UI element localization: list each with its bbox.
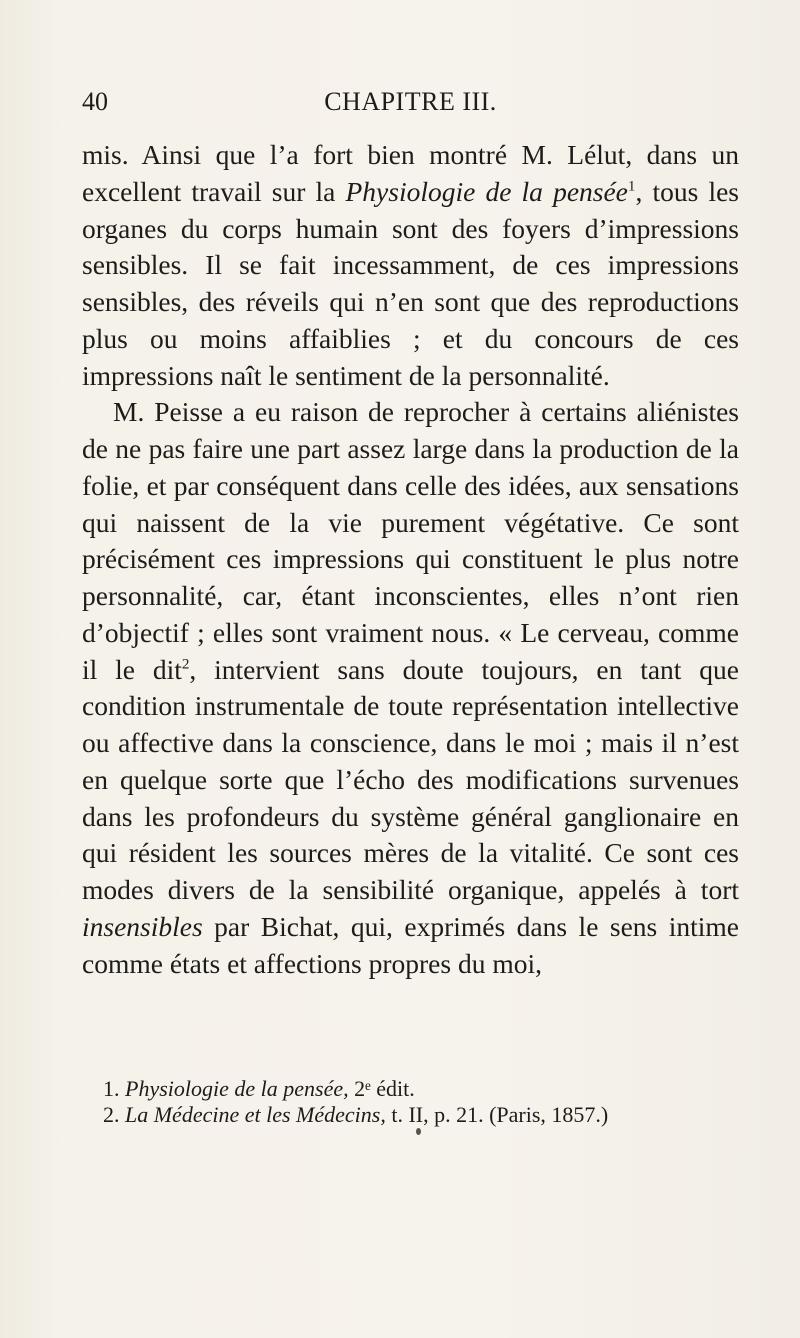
body-text (82, 137, 739, 982)
paragraph-2-text-b: , intervient sans doute toujours, en tant que condition instrumentale de toute représentation intellective ou affective dans la conscience, dans le moi ; mais il n’est en quelque sorte que l’écho des modifications survenues dans les profondeurs du système général ganglionaire en qui résident les sources mères de la vitalité. Ce sont ces modes divers de la sensibilité organique, appelés à tort (82, 653, 739, 905)
running-head: CHAPITRE III. (324, 87, 497, 116)
footnote-1-details: 2ᵉ édit. (354, 1076, 415, 1101)
paragraph-1-text-a: mis. Ainsi que l’a fort bien montré M. Lélut, dans un excellent travail sur la (82, 139, 739, 207)
footnote-1-number: 1. (103, 1076, 120, 1101)
footnote-ref-1: 1 (627, 178, 636, 195)
footnotes (103, 1076, 739, 1128)
paragraph-2-text-c: par Bichat, qui, exprimés dans le sens intime comme états et affections propres du moi, (82, 910, 739, 979)
footnote-ref-2: 2 (181, 655, 190, 672)
book-title-physiologie: Physiologie de la pensée (345, 175, 628, 207)
footnote-2-details: t. II, p. 21. (Paris, 1857.) (391, 1102, 609, 1127)
footnote-1 (103, 1076, 739, 1102)
paragraph-1-text-b: , tous les organes du corps humain sont des foyers d’impressions sensibles. Il se fait incessamment, de ces impressions sensibles, des réveils qui n’en sont que des reproductions plus ou moins affaiblies ; et du concours de ces impressions naît le sentiment de la personnalité. (82, 175, 739, 391)
page-header (82, 86, 739, 118)
footnote-2 (103, 1102, 739, 1128)
emphasis-insensibles: insensibles (82, 910, 203, 942)
paragraph-1 (82, 137, 739, 394)
paragraph-2 (82, 394, 739, 982)
footnote-2-number: 2. (103, 1102, 120, 1127)
footnote-1-title: Physiologie de la pensée, (125, 1076, 349, 1101)
footnote-2-title: La Médecine et les Médecins, (125, 1102, 386, 1127)
paragraph-2-text-a: M. Peisse a eu raison de reprocher à certains aliénistes de ne pas faire une part assez large dans la production de la folie, et par conséquent dans celle des idées, aux sensations qui naissent de la vie purement végétative. Ce sont précisément ces impressions qui constituent le plus notre personnalité, car, étant inconscientes, elles n’ont rien d’objectif ; elles sont vraiment nous. « Le cerveau, comme il le dit (82, 396, 739, 685)
page-number: 40 (82, 87, 108, 116)
ink-speck (416, 1128, 421, 1135)
